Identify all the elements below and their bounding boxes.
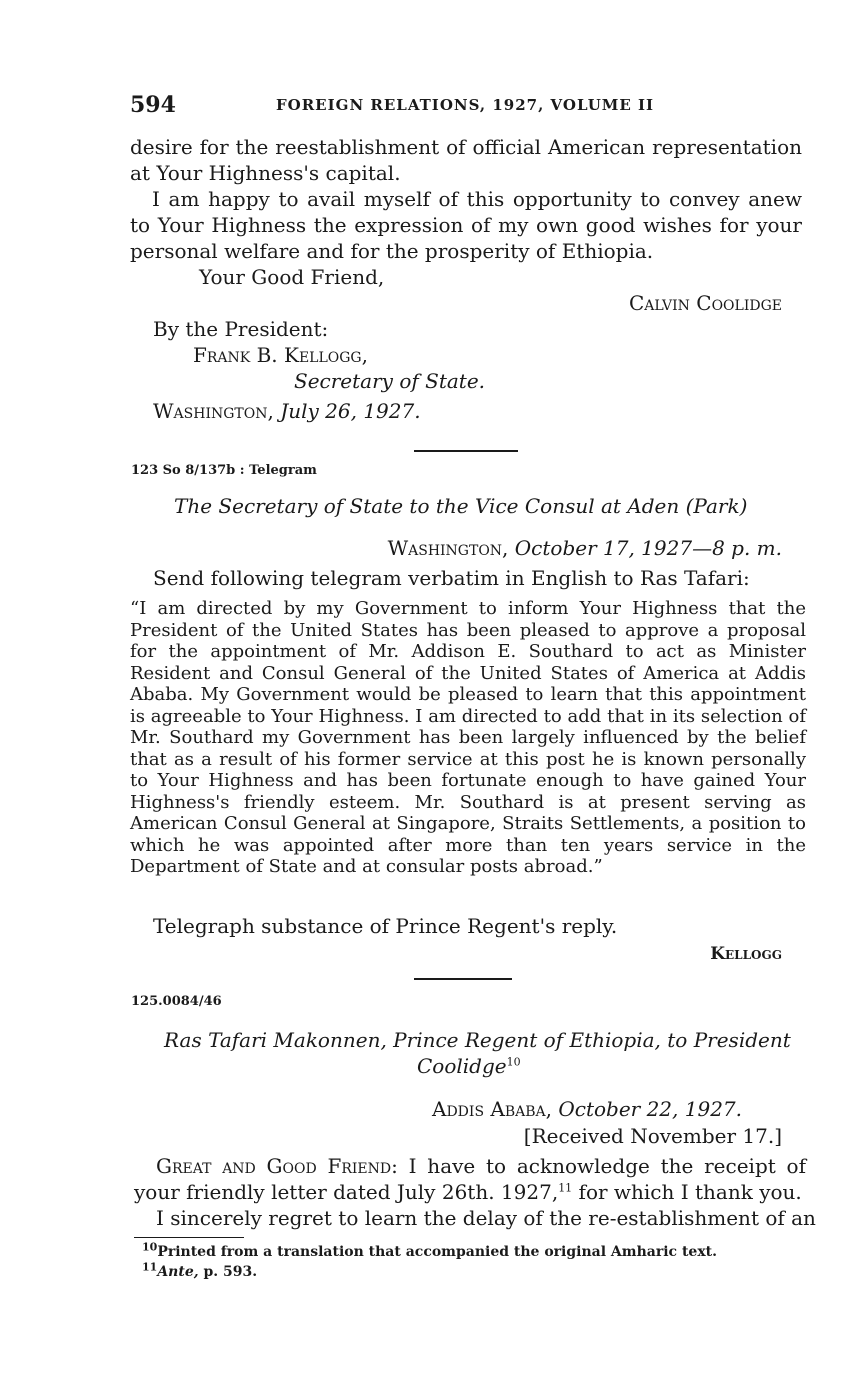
- letter-paragraph-2: I sincerely regret to learn the delay of the re-establishment of an: [156, 1206, 816, 1230]
- footnote-text: Printed from a translation that accompanied the original Amharic text.: [157, 1244, 718, 1260]
- dateline-date: July 26, 1927.: [280, 399, 421, 423]
- countersign-title: Secretary of State.: [294, 369, 486, 393]
- footnote-11: [142, 1260, 258, 1280]
- dateline-date: October 22, 1927.: [558, 1097, 742, 1121]
- dateline-place: Addis Ababa,: [432, 1097, 552, 1121]
- footnote-marker: 10: [142, 1240, 158, 1254]
- footnote-marker: 11: [142, 1260, 158, 1274]
- page-number: 594: [130, 92, 176, 118]
- paragraph-text: I have to acknowledge the receipt of your friendly letter dated July 26th. 1927,: [134, 1154, 807, 1204]
- signature-coolidge: Calvin Coolidge: [628, 291, 782, 315]
- section-divider: [414, 450, 518, 452]
- document-heading-line2: [417, 1053, 521, 1079]
- heading-name: Coolidge: [417, 1054, 507, 1078]
- dateline-place: Washington,: [387, 536, 509, 560]
- letter-paragraph-1: [134, 1153, 806, 1205]
- file-number: 123 So 8/137b : Telegram: [131, 463, 317, 478]
- section-divider: [414, 978, 512, 980]
- telegram-dateline: [380, 535, 782, 561]
- countersign-name: Frank B. Kellogg,: [193, 343, 368, 367]
- letter-dateline: [400, 1096, 742, 1122]
- document-heading: The Secretary of State to the Vice Consul at Aden (Park): [174, 494, 748, 518]
- telegram-closing: Telegraph substance of Prince Regent's reply.: [153, 914, 618, 938]
- by-the-president: By the President:: [153, 317, 329, 341]
- dateline-date: October 17, 1927—8 p. m.: [514, 536, 782, 560]
- telegram-instruction: Send following telegram verbatim in English to Ras Tafari:: [153, 566, 750, 590]
- running-title: FOREIGN RELATIONS, 1927, VOLUME II: [276, 96, 655, 114]
- received-date: [Received November 17.]: [523, 1124, 782, 1148]
- page-header: [130, 92, 802, 118]
- dateline-place: Washington,: [153, 399, 274, 423]
- letter-valediction: Your Good Friend,: [199, 265, 385, 289]
- footnote-text-italic: Ante,: [157, 1264, 199, 1280]
- footnote-rule: [134, 1237, 244, 1238]
- file-number: 125.0084/46: [131, 994, 222, 1009]
- signature-kellogg: Kellogg: [710, 944, 782, 964]
- footnote-10: [142, 1240, 718, 1260]
- footnote-text: p. 593.: [203, 1264, 258, 1280]
- letter-closing-paragraph: I am happy to avail myself of this opportunity to convey anew to Your Highness the expression of my own good wishes for your personal welfare and for the prosperity of Ethiopia.: [130, 187, 802, 263]
- telegram-quote: “I am directed by my Government to inform Your Highness that the President of the United States has been pleased to approve a proposal for the appointment of Mr. Addison E. Southard to act as Minister Resident and Consul General of the United States of America at Addis Ababa. My Government would be pleased to learn that this appointment is agreeable to Your Highness. I am directed to add that in its selection of Mr. Southard my Government has been largely influenced by the belief that as a result of his former service at this post he is known personally to Your Highness and has been fortunate enough to have gained Your Highness's friendly esteem. Mr. Southard is at present serving as American Consul General at Singapore, Straits Settlements, a position to which he was appointed after more than ten years service in the Department of State and at consular posts abroad.”: [130, 598, 806, 877]
- footnote-ref: 11: [558, 1181, 573, 1195]
- footnote-ref: 10: [506, 1055, 521, 1069]
- letter-dateline: [153, 398, 421, 424]
- document-heading-line1: Ras Tafari Makonnen, Prince Regent of Ethiopia, to President: [164, 1028, 791, 1052]
- paragraph-text: for which I thank you.: [578, 1180, 802, 1204]
- letter-continuation: desire for the reestablishment of official American representation at Your Highness's capital.: [130, 135, 802, 185]
- salutation: Great and Good Friend:: [156, 1154, 398, 1178]
